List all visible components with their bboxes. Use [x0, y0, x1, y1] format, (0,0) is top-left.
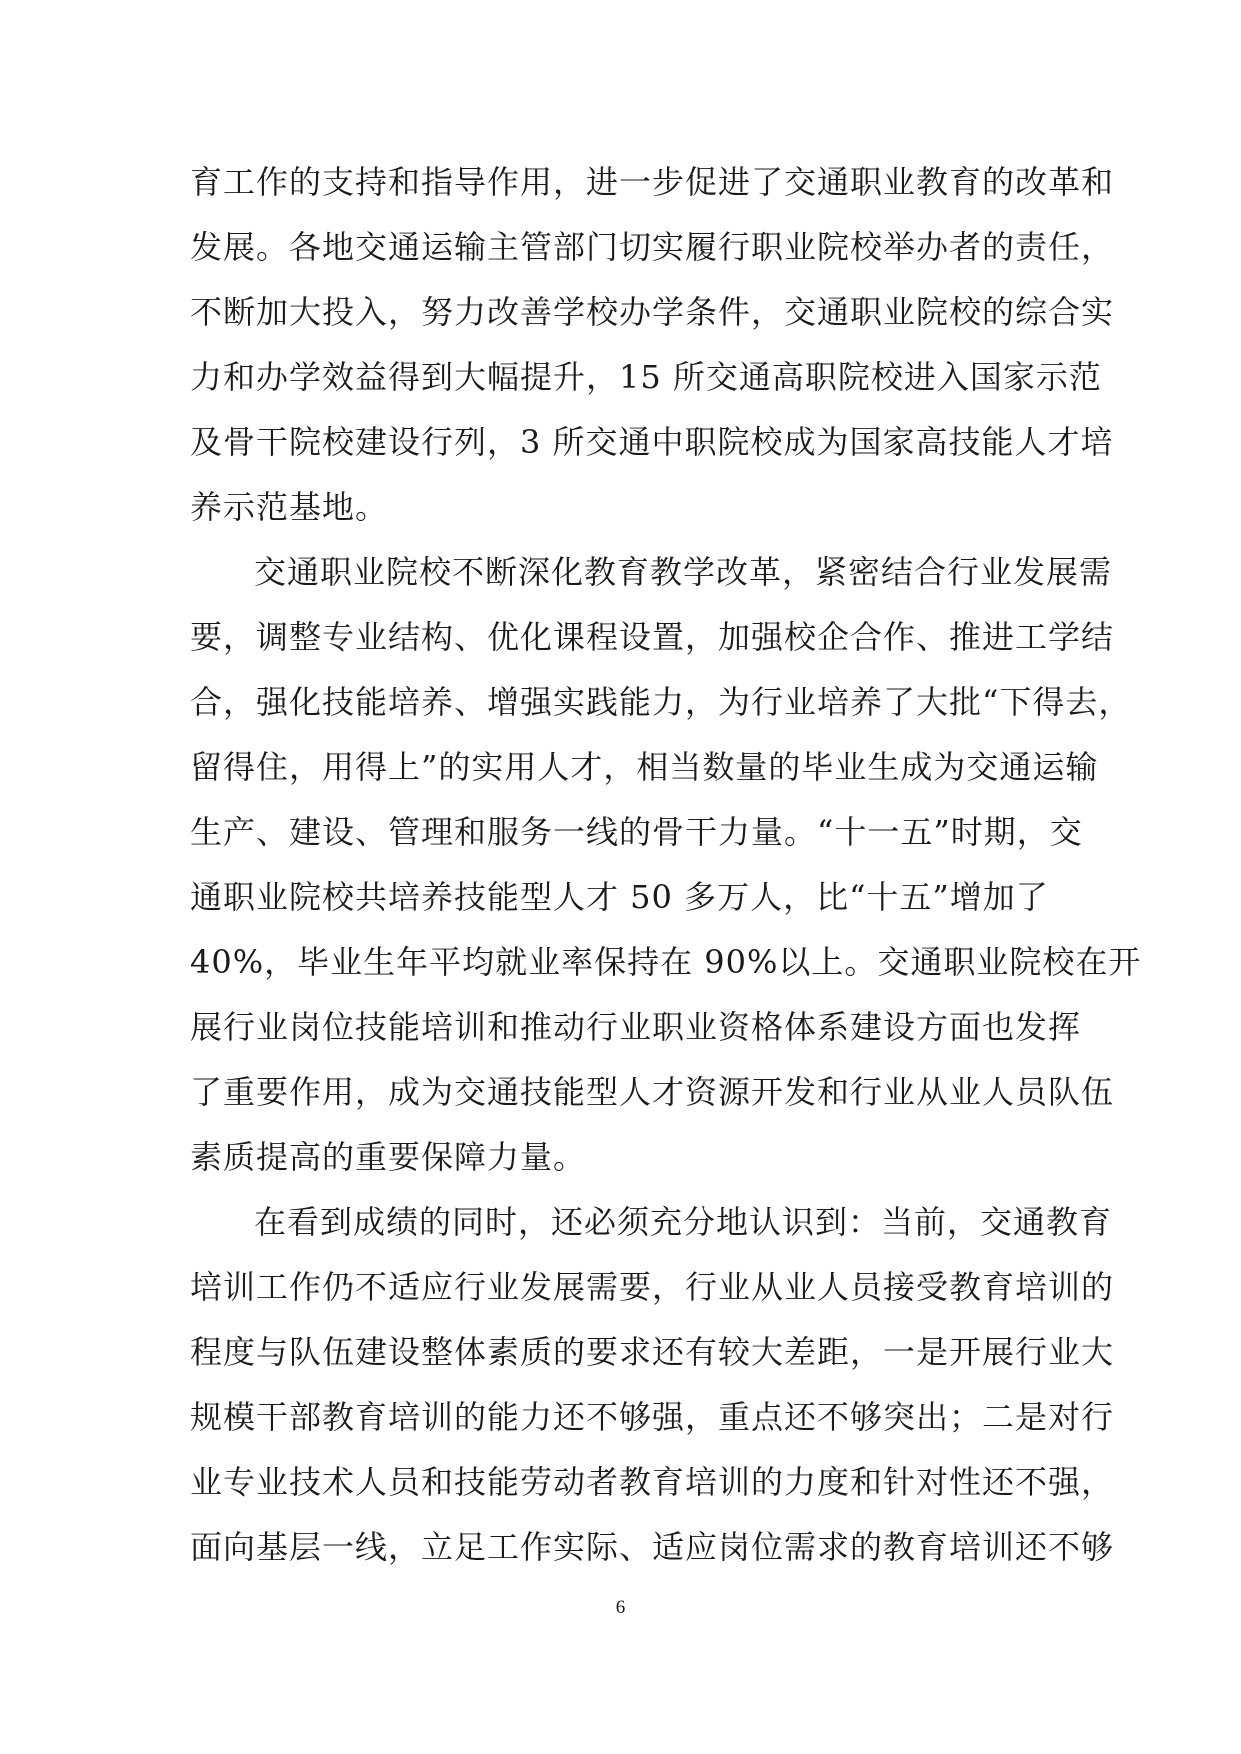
text-line: 不断加大投入，努力改善学校办学条件，交通职业院校的综合实 — [190, 293, 1115, 331]
text-line: 发展。各地交通运输主管部门切实履行职业院校举办者的责任， — [190, 228, 1115, 266]
text-line: 养示范基地。 — [190, 488, 389, 526]
text-line: 业专业技术人员和技能劳动者教育培训的力度和针对性还不强， — [190, 1463, 1115, 1501]
text-line: 交通职业院校不断深化教育教学改革，紧密结合行业发展需 — [254, 553, 1113, 591]
text-line: 素质提高的重要保障力量。 — [190, 1138, 587, 1176]
text-line: 要，调整专业结构、优化课程设置，加强校企合作、推进工学结 — [190, 618, 1115, 656]
text-line: 培训工作仍不适应行业发展需要，行业从业人员接受教育培训的 — [190, 1268, 1115, 1306]
text-line: 留得住，用得上”的实用人才，相当数量的毕业生成为交通运输 — [190, 748, 1099, 786]
text-line: 在看到成绩的同时，还必须充分地认识到：当前，交通教育 — [254, 1203, 1113, 1241]
text-line: 通职业院校共培养技能型人才 50 多万人，比“十五”增加了 — [190, 878, 1049, 916]
text-line: 合，强化技能培养、增强实践能力，为行业培养了大批“下得去， — [190, 683, 1132, 721]
text-line: 育工作的支持和指导作用，进一步促进了交通职业教育的改革和 — [190, 163, 1115, 201]
text-line: 规模干部教育培训的能力还不够强，重点还不够突出；二是对行 — [190, 1398, 1115, 1436]
text-line: 程度与队伍建设整体素质的要求还有较大差距，一是开展行业大 — [190, 1333, 1115, 1371]
text-line: 及骨干院校建设行列，3 所交通中职院校成为国家高技能人才培 — [190, 423, 1114, 461]
page-number: 6 — [615, 1597, 626, 1618]
text-line: 40%，毕业生年平均就业率保持在 90%以上。交通职业院校在开 — [190, 943, 1142, 981]
text-line: 力和办学效益得到大幅提升，15 所交通高职院校进入国家示范 — [190, 358, 1102, 396]
text-line: 了重要作用，成为交通技能型人才资源开发和行业从业人员队伍 — [190, 1073, 1115, 1111]
text-line: 面向基层一线，立足工作实际、适应岗位需求的教育培训还不够 — [190, 1528, 1115, 1566]
text-line: 展行业岗位技能培训和推动行业职业资格体系建设方面也发挥 — [190, 1008, 1082, 1046]
text-line: 生产、建设、管理和服务一线的骨干力量。“十一五”时期，交 — [190, 813, 1083, 851]
